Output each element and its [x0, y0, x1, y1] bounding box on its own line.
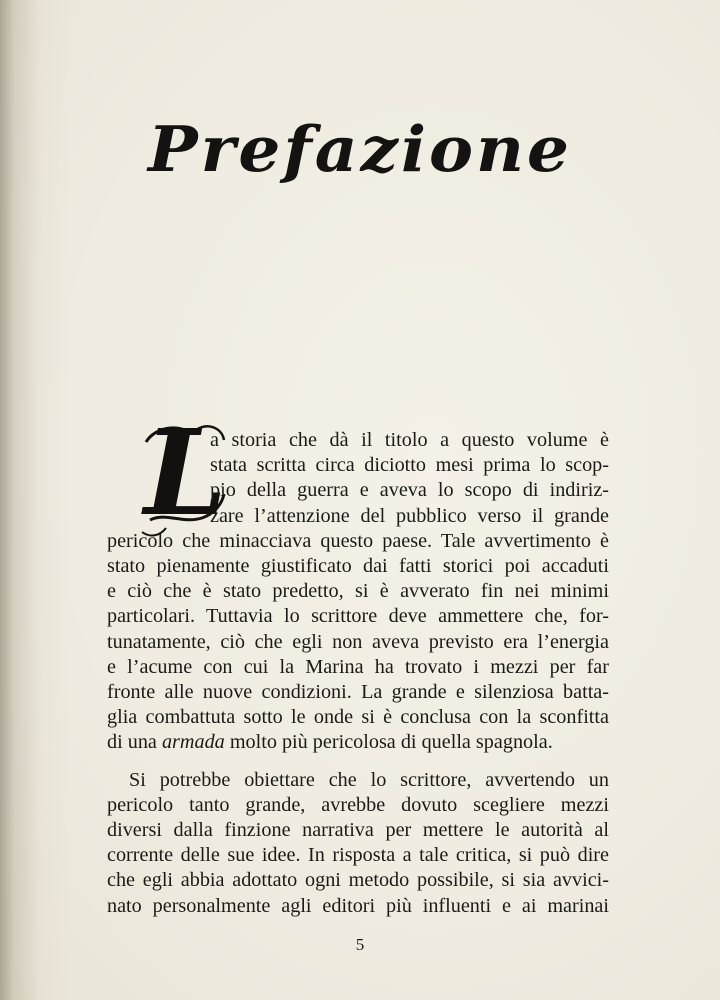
text-line-last	[107, 730, 609, 755]
text-line: pericolo che minacciava questo paese. Tale avvertimento è	[107, 529, 609, 552]
text-line: a storia che dà il titolo a questo volume è	[210, 429, 609, 451]
text-line: e ciò che è stato predetto, si è avverato fin nei minimi	[107, 580, 609, 603]
paragraph-gap	[107, 756, 609, 768]
text-line: zare l’attenzione del pubblico verso il grande	[210, 504, 609, 527]
text-line: particolari. Tuttavia lo scrittore deve ammettere che, for-	[107, 605, 609, 628]
italic-word: armada	[161, 731, 225, 754]
text-line: stata scritta circa diciotto mesi prima lo scop-	[210, 454, 609, 477]
text-line: corrente delle sue idee. In risposta a tale critica, si può dire	[107, 844, 609, 867]
text-line: Si potrebbe obiettare che lo scrittore, avvertendo un	[129, 768, 609, 791]
text-line: e l’acume con cui la Marina ha trovato i mezzi per far	[107, 655, 609, 678]
text-line: diversi dalla finzione narrativa per mettere le autorità al	[107, 819, 609, 842]
text-line: tunatamente, ciò che egli non aveva previsto era l’energia	[107, 630, 609, 653]
drop-cap-letter: L	[144, 403, 227, 542]
text-line: pio della guerra e aveva lo scopo di indiriz-	[210, 479, 609, 502]
text-line: fronte alle nuove condizioni. La grande e silenziosa batta-	[107, 681, 609, 704]
text-line: nato personalmente agli editori più influenti e ai marinai	[107, 894, 609, 917]
text-fragment: di una	[107, 731, 162, 754]
text-line: glia combattuta sotto le onde si è conclusa con la sconfitta	[107, 706, 609, 729]
text-line: stato pienamente giustificato dai fatti storici poi accaduti	[107, 555, 609, 578]
chapter-title: Prefazione	[147, 111, 573, 187]
text-line: pericolo tanto grande, avrebbe dovuto scegliere mezzi	[107, 793, 609, 816]
text-fragment: molto più pericolosa di quella spagnola.	[224, 731, 553, 754]
body-text	[107, 428, 609, 919]
page-number: 5	[355, 935, 365, 954]
text-line: che egli abbia adottato ogni metodo possibile, si sia avvici-	[107, 869, 609, 892]
